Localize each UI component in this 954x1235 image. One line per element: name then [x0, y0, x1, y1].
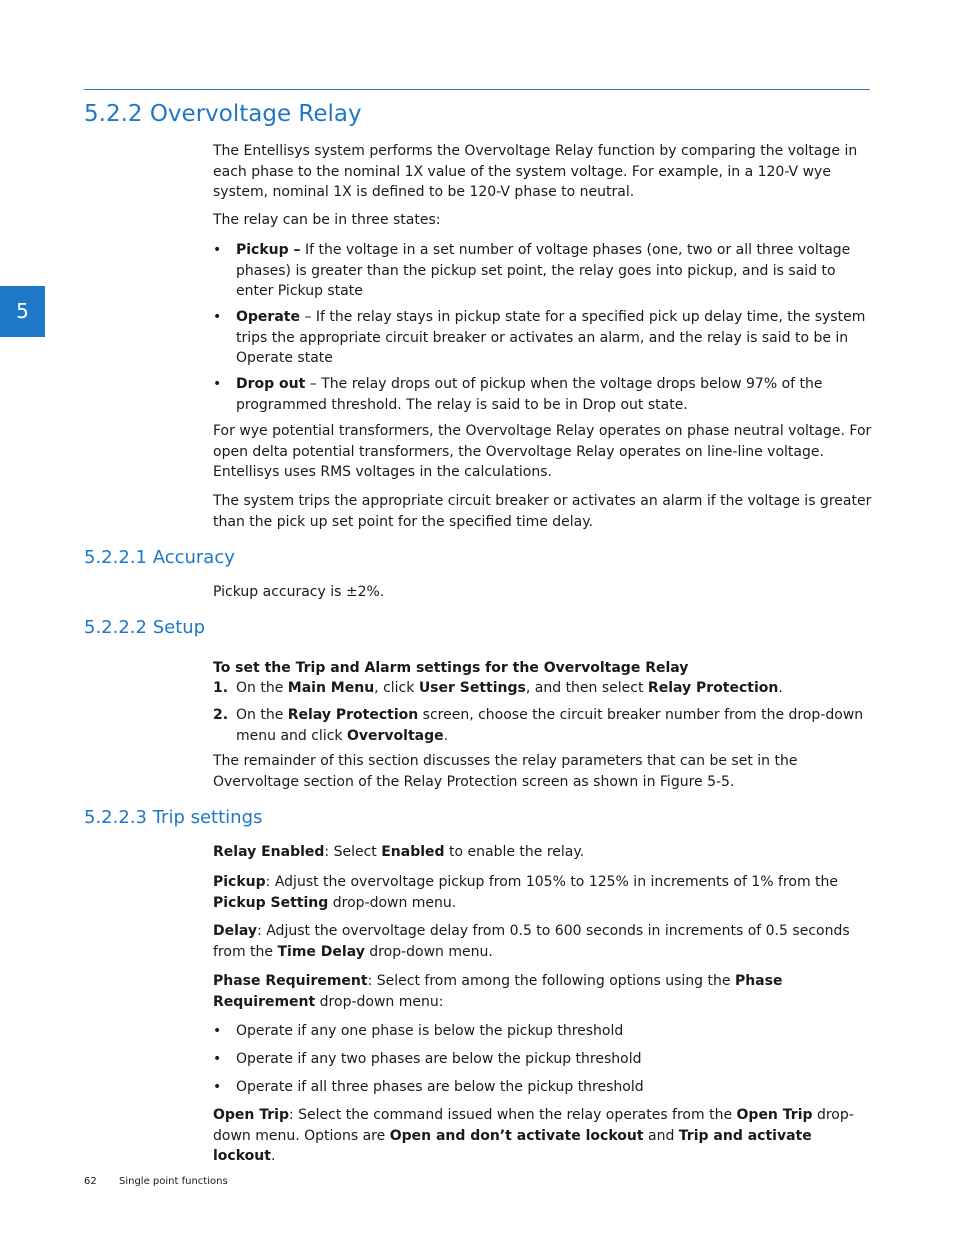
ui-term: Pickup Setting — [213, 894, 329, 911]
ui-term: Enabled — [381, 844, 445, 860]
ui-term: Time Delay — [277, 943, 365, 960]
option-text: Operate if any one phase is below the pickup threshold — [236, 1023, 624, 1039]
step-text: screen, choose the circuit breaker number from the drop-down menu and click — [236, 707, 864, 744]
setting-text: : Adjust the overvoltage pickup from 105% to 125% in increments of 1% from the — [265, 874, 839, 890]
step-text: On the — [236, 680, 288, 696]
setting-term: Phase Requirement — [213, 973, 368, 989]
remainder-paragraph: The remainder of this section discusses the relay parameters that can be set in the Overvoltage section of the Relay Protection screen as shown in Figure 5-5. — [213, 753, 798, 790]
setting-text: : Select — [324, 844, 382, 860]
setup-heading: 5.2.2.2 Setup — [84, 617, 206, 638]
setting-term: Relay Enabled — [213, 844, 325, 860]
ui-term: Overvoltage — [346, 727, 444, 744]
step-item — [213, 678, 873, 699]
procedure-title: To set the Trip and Alarm settings for the Overvoltage Relay — [213, 660, 689, 676]
phase-requirement-paragraph — [213, 971, 873, 1012]
states-intro: The relay can be in three states: — [213, 212, 441, 228]
list-item — [213, 374, 873, 415]
step-number: 2. — [213, 707, 229, 723]
setting-text: drop-down menu: — [315, 993, 444, 1010]
intro-paragraph: The Entellisys system performs the Overvoltage Relay function by comparing the voltage in each phase to the nominal 1X value of the system voltage. For example, in a 120-V wye system, nominal 1X is defined to be 120-V phase to neutral. — [213, 143, 858, 200]
list-item — [213, 240, 873, 302]
header-rule — [84, 89, 870, 90]
page-number: 62 — [84, 1176, 97, 1187]
setting-term: Delay — [213, 923, 258, 939]
open-trip-paragraph — [213, 1105, 873, 1167]
pickup-paragraph — [213, 872, 873, 913]
step-text: , and then select — [525, 680, 648, 696]
setting-text: : Select from among the following options using the — [367, 973, 735, 989]
ui-term: Open and don’t activate lockout — [389, 1127, 644, 1144]
relay-enabled-paragraph — [213, 842, 873, 863]
ui-term: User Settings — [418, 680, 526, 696]
setting-text: drop-down menu. Options are — [213, 1107, 854, 1144]
ui-term: Phase Requirement — [213, 973, 783, 1010]
state-term: Operate — [236, 309, 300, 325]
bullet-icon: • — [213, 1079, 222, 1095]
ui-term: Trip and activate lockout — [213, 1127, 812, 1164]
wye-paragraph: For wye potential transformers, the Overvoltage Relay operates on phase neutral voltage. For open delta potential transformers, the Overvoltage Relay operates on line-line voltage. Entellisys uses RMS voltages in the calculations. — [213, 423, 872, 480]
bullet-icon: • — [213, 242, 222, 258]
trip-settings-heading: 5.2.2.3 Trip settings — [84, 807, 263, 828]
setting-text: drop-down menu. — [328, 894, 457, 911]
accuracy-text: Pickup accuracy is ±2%. — [213, 584, 385, 600]
step-item — [213, 705, 873, 746]
list-item — [213, 1077, 873, 1098]
ui-term: Open Trip — [736, 1107, 813, 1123]
list-item — [213, 1021, 873, 1042]
step-text: . — [778, 680, 783, 696]
state-text: – If the relay stays in pickup state for a specified pick up delay time, the system trips the appropriate circuit breaker or activates an alarm, and the relay is said to be in Operate state — [236, 309, 866, 366]
option-text: Operate if all three phases are below the pickup threshold — [236, 1079, 644, 1095]
setting-text: : Adjust the overvoltage delay from 0.5 to 600 seconds in increments of 0.5 seconds from the — [213, 923, 850, 960]
list-item — [213, 307, 873, 369]
state-term: Drop out — [236, 376, 306, 392]
delay-paragraph — [213, 921, 873, 962]
setting-text: and — [643, 1127, 679, 1144]
state-text: If the voltage in a set number of voltage phases (one, two or all three voltage phases) is greater than the pickup set point, the relay goes into pickup, and is said to enter Pickup state — [236, 242, 851, 299]
bullet-icon: • — [213, 376, 222, 392]
option-text: Operate if any two phases are below the pickup threshold — [236, 1051, 642, 1067]
step-text: . — [443, 727, 449, 744]
setting-term: Open Trip — [213, 1107, 289, 1123]
section-title: 5.2.2 Overvoltage Relay — [84, 101, 362, 127]
step-text: On the — [236, 707, 288, 723]
ui-term: Relay Protection — [647, 680, 779, 696]
footer-section: Single point functions — [119, 1176, 228, 1187]
bullet-icon: • — [213, 309, 222, 325]
accuracy-heading: 5.2.2.1 Accuracy — [84, 547, 235, 568]
step-text: , click — [374, 680, 419, 696]
trip-paragraph: The system trips the appropriate circuit breaker or activates an alarm if the voltage is greater than the pick up set point for the specified time delay. — [213, 493, 872, 530]
step-number: 1. — [213, 680, 229, 696]
bullet-icon: • — [213, 1051, 222, 1067]
setting-text: . — [270, 1148, 276, 1164]
bullet-icon: • — [213, 1023, 222, 1039]
chapter-tab: 5 — [0, 286, 45, 337]
setting-text: : Select the command issued when the relay operates from the — [289, 1107, 737, 1123]
state-text: – The relay drops out of pickup when the voltage drops below 97% of the programmed threshold. The relay is said to be in Drop out state. — [236, 376, 823, 413]
setting-term: Pickup — [213, 874, 266, 890]
setting-text: to enable the relay. — [444, 844, 585, 860]
setting-text: drop-down menu. — [364, 943, 493, 960]
ui-term: Main Menu — [287, 680, 375, 696]
state-term: Pickup – — [236, 242, 301, 258]
list-item — [213, 1049, 873, 1070]
ui-term: Relay Protection — [287, 707, 419, 723]
